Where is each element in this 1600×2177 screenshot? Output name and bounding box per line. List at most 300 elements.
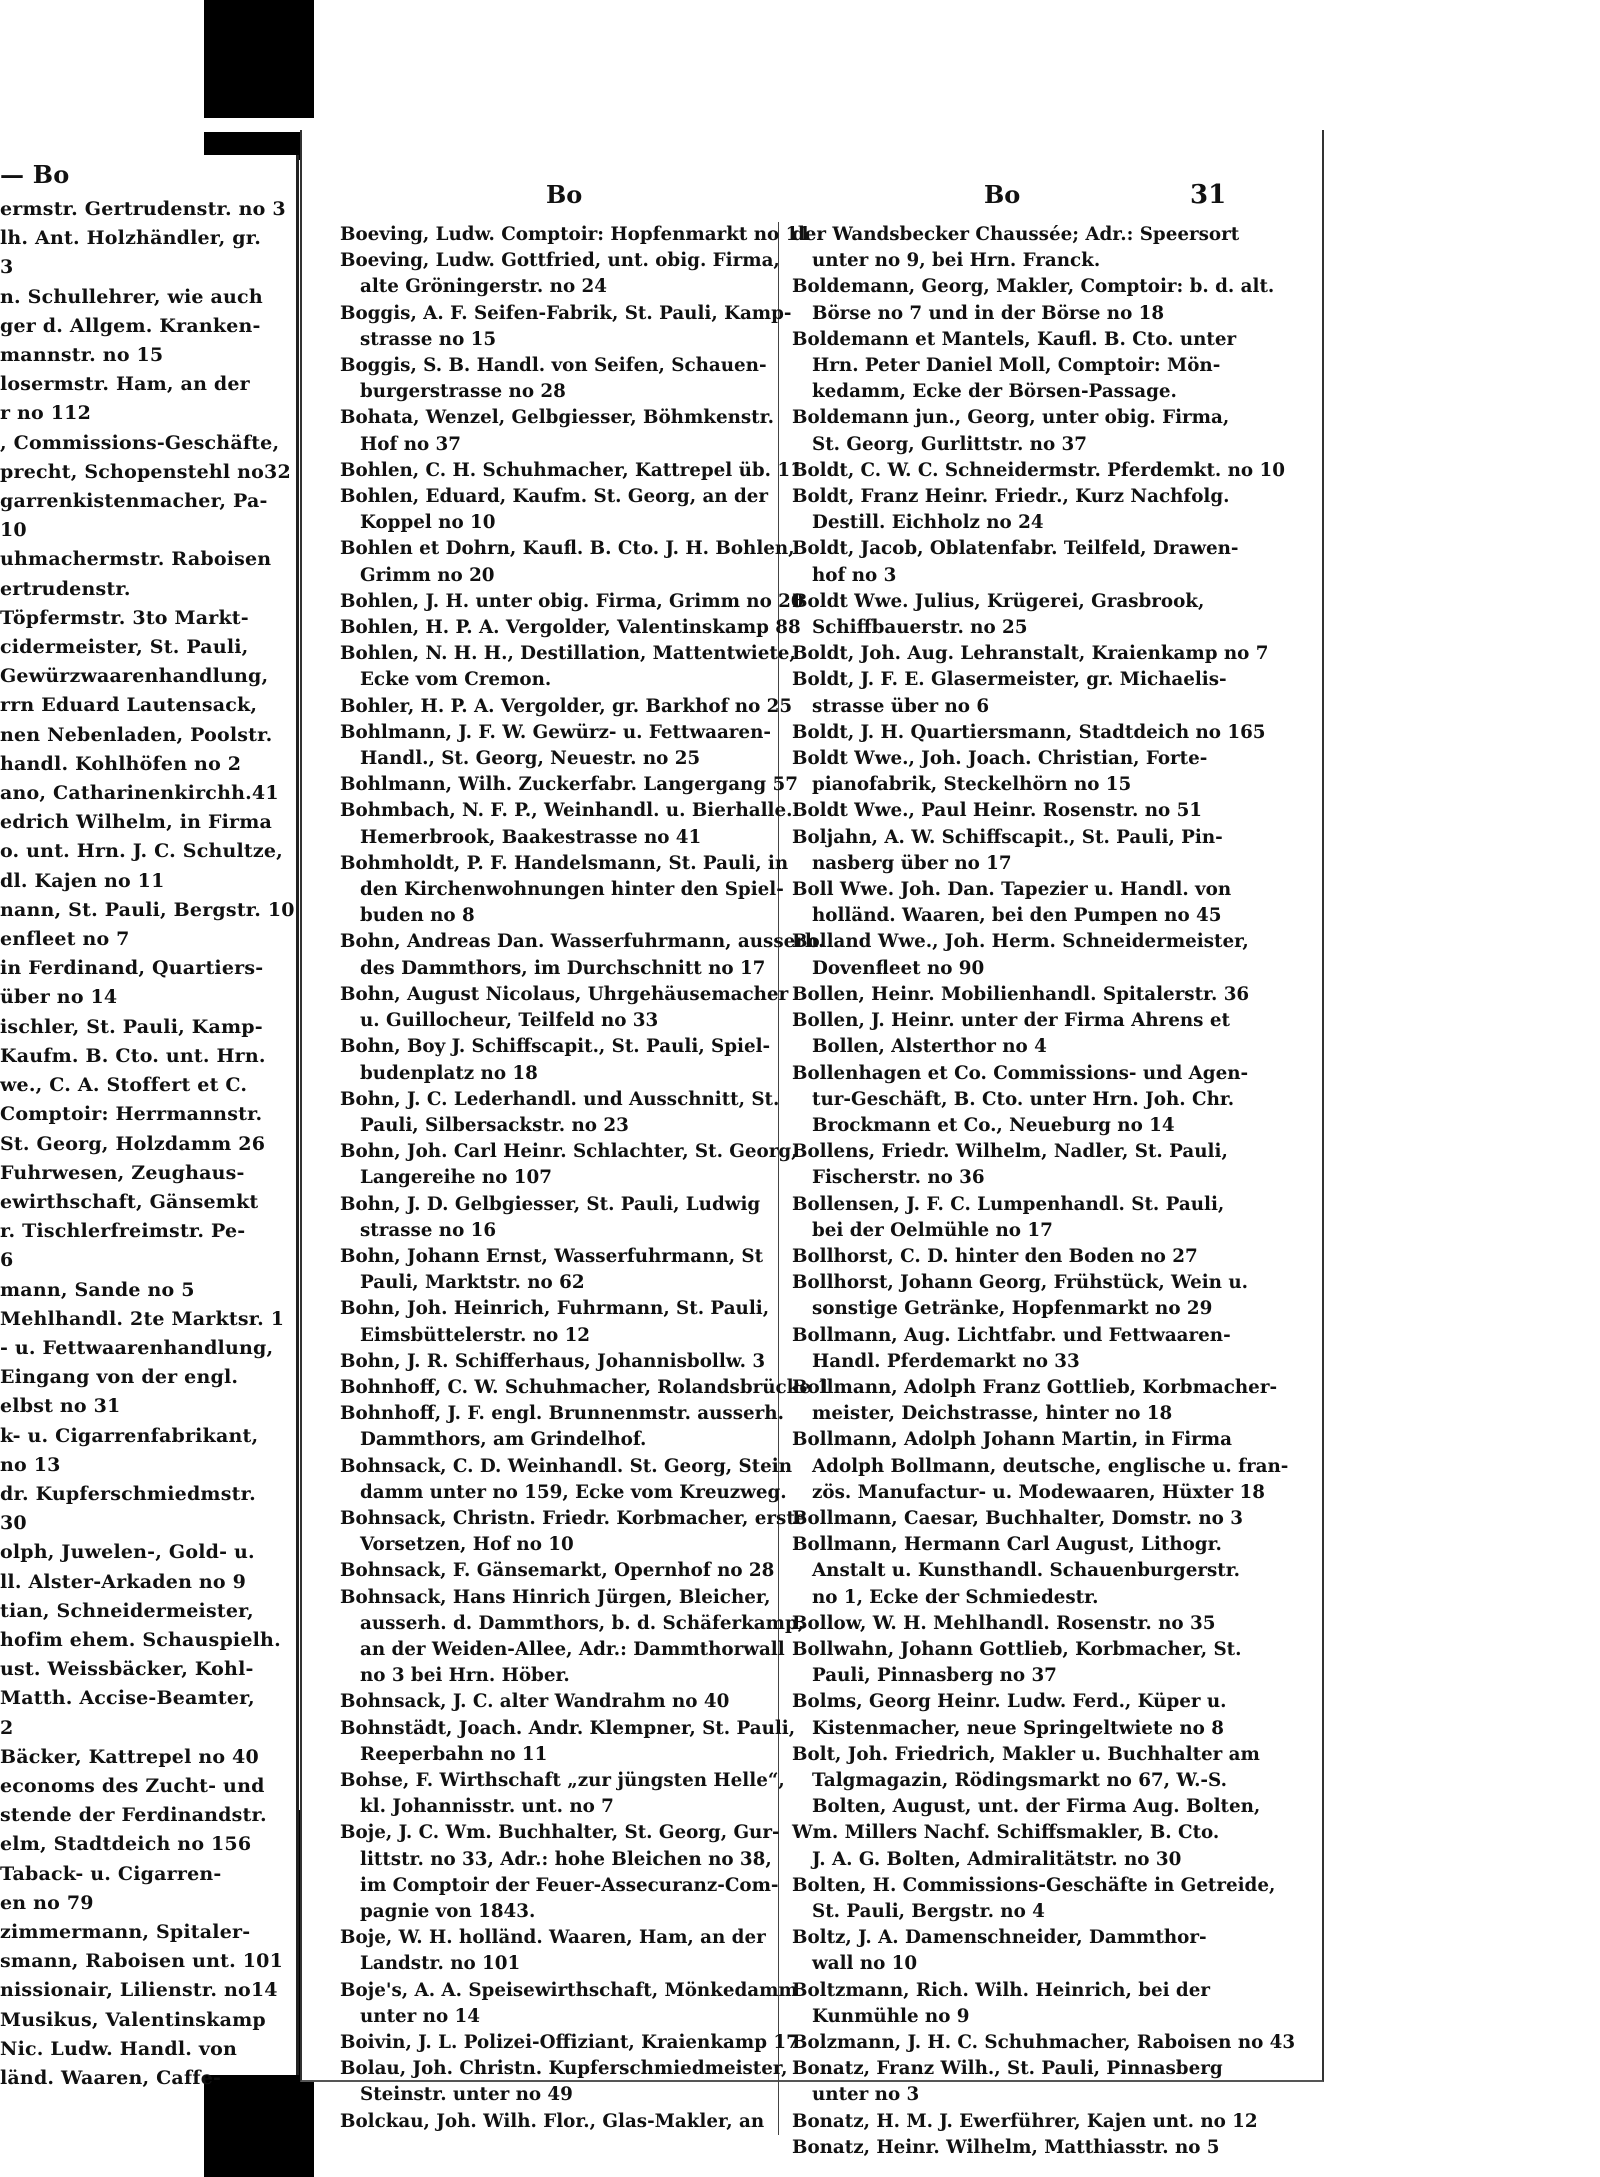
directory-entry [340, 2056, 788, 2108]
entry-continuation-line: Landstr. no 101 [360, 1953, 521, 1975]
entry-line: Bohn, J. R. Schifferhaus, Johannisbollw. 3 [340, 1350, 766, 1372]
left-page-line: r no 112 [0, 402, 91, 425]
left-page-line: ewirthschaft, Gänsemkt [0, 1190, 259, 1213]
directory-entry [792, 1008, 1230, 1060]
entry-line: Bohnsack, Hans Hinrich Jürgen, Bleicher, [340, 1586, 771, 1608]
directory-entry [340, 301, 792, 353]
directory-entry [340, 1349, 772, 1375]
entry-line: Bollhorst, Johann Georg, Frühstück, Wein u. [792, 1272, 1248, 1294]
directory-entry [340, 615, 801, 641]
directory-entry [792, 1689, 1227, 1741]
left-page-line: n. Schullehrer, wie auch [0, 285, 263, 308]
entry-line: Bohnhoff, J. F. engl. Brunnenmstr. ausserh. [340, 1403, 784, 1425]
left-page-line: Eingang von der engl. [0, 1366, 239, 1389]
entry-line: Bohn, Andreas Dan. Wasserfuhrmann, ausserh. [340, 931, 825, 953]
entry-continuation-line: zös. Manufactur- u. Modewaaren, Hüxter 18 [812, 1481, 1265, 1503]
entry-continuation-line: des Dammthors, im Durchschnitt no 17 [360, 957, 766, 979]
directory-entry [792, 1323, 1231, 1375]
directory-entry [340, 641, 796, 693]
left-page-line: stende der Ferdinandstr. [0, 1804, 267, 1827]
entry-continuation-line: kl. Johannisstr. unt. no 7 [360, 1796, 614, 1818]
left-page-line: o. unt. Hrn. J. C. Schultze, [0, 840, 283, 863]
entry-line: Boldt Wwe. Julius, Krügerei, Grasbrook, [792, 590, 1205, 612]
entry-line: Boll Wwe. Joh. Dan. Tapezier u. Handl. von [792, 879, 1232, 901]
entry-line: Bolau, Joh. Christn. Kupferschmiedmeister, [340, 2058, 788, 2080]
left-page-line: 3 [0, 256, 14, 279]
directory-entry [340, 589, 804, 615]
entry-continuation-line: damm unter no 159, Ecke vom Kreuzweg. [360, 1481, 787, 1503]
left-page-line: hofim ehem. Schauspielh. [0, 1628, 281, 1651]
directory-entry [792, 641, 1269, 667]
left-page-line: Fuhrwesen, Zeughaus- [0, 1161, 245, 1184]
entry-continuation-line: holländ. Waaren, bei den Pumpen no 45 [812, 905, 1222, 927]
left-page-line: ermstr. Gertrudenstr. no 3 [0, 198, 286, 220]
entry-continuation-line: Dammthors, am Grindelhof. [360, 1429, 647, 1451]
directory-entry [340, 248, 780, 300]
directory-entry [340, 1192, 772, 1244]
left-page-lines [0, 195, 296, 2093]
entry-continuation-line: Destill. Eichholz no 24 [812, 512, 1044, 534]
directory-entry [792, 327, 1237, 406]
directory-entry [340, 2030, 799, 2056]
left-page-line: 2 [0, 1716, 14, 1739]
left-page-line: 30 [0, 1512, 27, 1535]
entry-continuation-line: unter no 14 [360, 2005, 480, 2027]
left-page-header: — Bo [0, 160, 70, 189]
entry-continuation-line: no 3 bei Hrn. Höber. [360, 1665, 570, 1687]
entry-continuation-line: ausserh. d. Dammthors, b. d. Schäferkamp, [360, 1612, 805, 1634]
entry-continuation-line: Vorsetzen, Hof no 10 [360, 1534, 574, 1556]
left-page-line: k- u. Cigarrenfabrikant, [0, 1424, 259, 1447]
directory-entry [340, 484, 772, 536]
left-page-line: Comptoir: Herrmannstr. [0, 1103, 263, 1126]
directory-entry [792, 274, 1275, 326]
left-page-line: cidermeister, St. Pauli, [0, 636, 249, 659]
directory-entry [792, 1925, 1224, 1977]
entry-line: Boje's, A. A. Speisewirthschaft, Mönkedamm [340, 1979, 798, 2001]
entry-line: Boldt, Joh. Aug. Lehranstalt, Kraienkamp no 7 [792, 643, 1269, 665]
entry-line: Bohn, J. C. Lederhandl. und Ausschnitt, St. [340, 1088, 780, 1110]
directory-entry [792, 1139, 1228, 1191]
left-page-line: Musikus, Valentinskamp [0, 2008, 266, 2031]
entry-continuation-line: unter no 9, bei Hrn. Franck. [812, 250, 1101, 272]
directory-entry [340, 720, 772, 772]
directory-column-right [792, 222, 1296, 2161]
binding-gap [204, 118, 314, 132]
entry-line: Bohn, Boy J. Schiffscapit., St. Pauli, Spiel- [340, 1036, 771, 1058]
directory-entry [792, 1742, 1261, 1821]
entry-line: Bollwahn, Johann Gottlieb, Korbmacher, St. [792, 1638, 1242, 1660]
directory-entry [340, 405, 772, 457]
directory-entry [792, 1270, 1248, 1322]
entry-line: Bohnstädt, Joach. Andr. Klempner, St. Pauli, [340, 1717, 796, 1739]
left-page-line: zimmermann, Spitaler- [0, 1920, 251, 1943]
entry-continuation-line: Koppel no 10 [360, 512, 496, 534]
entry-continuation-line: littstr. no 33, Adr.: hohe Bleichen no 38, [360, 1848, 772, 1870]
entry-continuation-line: strasse no 15 [360, 328, 497, 350]
left-page-line: en no 79 [0, 1891, 94, 1914]
directory-entry [340, 1689, 772, 1715]
directory-entry [340, 222, 812, 248]
entry-continuation-line: nasberg über no 17 [812, 852, 1012, 874]
entry-continuation-line: no 1, Ecke der Schmiedestr. [812, 1586, 1099, 1608]
left-page-line: nissionair, Lilienstr. no14 [0, 1979, 278, 2002]
entry-line: Boldemann et Mantels, Kaufl. B. Cto. unter [792, 328, 1237, 350]
entry-continuation-line: budenplatz no 18 [360, 1062, 538, 1084]
entry-line: Boldemann, Georg, Makler, Comptoir: b. d. alt. [792, 276, 1275, 298]
entry-continuation-line: Handl., St. Georg, Neuestr. no 25 [360, 748, 701, 770]
entry-continuation-line: Fischerstr. no 36 [812, 1167, 985, 1189]
entry-line: Bohn, Johann Ernst, Wasserfuhrmann, St [340, 1245, 764, 1267]
left-page-line: ust. Weissbäcker, Kohl- [0, 1658, 254, 1681]
left-page-line: mannstr. no 15 [0, 344, 164, 367]
directory-entry [792, 536, 1239, 588]
directory-entry [792, 1375, 1278, 1427]
entry-continuation-line: Pauli, Pinnasberg no 37 [812, 1665, 1057, 1687]
entry-line: Bolland Wwe., Joh. Herm. Schneidermeister, [792, 931, 1249, 953]
entry-line: Bohlmann, J. F. W. Gewürz- u. Fettwaaren- [340, 721, 771, 743]
directory-entry [792, 1611, 1224, 1637]
directory-entry [792, 667, 1227, 719]
directory-entry [792, 1637, 1242, 1689]
left-page-line: nann, St. Pauli, Bergstr. 10 [0, 898, 295, 921]
directory-entry [792, 746, 1224, 798]
entry-line: Bollmann, Adolph Johann Martin, in Firma [792, 1429, 1232, 1451]
entry-continuation-line: Grimm no 20 [360, 564, 495, 586]
entry-line: Boje, W. H. holländ. Waaren, Ham, an der [340, 1927, 766, 1949]
entry-continuation-line: Kunmühle no 9 [812, 2005, 970, 2027]
left-page-line: handl. Kohlhöfen no 2 [0, 752, 242, 775]
entry-continuation-line: unter no 3 [812, 2084, 920, 2106]
left-page-line: - u. Fettwaarenhandlung, [0, 1336, 274, 1359]
left-page-line: Taback- u. Cigarren- [0, 1862, 222, 1885]
entry-line: Bollmann, Aug. Lichtfabr. und Fettwaaren- [792, 1324, 1231, 1346]
left-page-line: mann, Sande no 5 [0, 1278, 195, 1301]
left-page-line: precht, Schopenstehl no32 [0, 460, 291, 483]
directory-entry [792, 1506, 1243, 1532]
entry-continuation-line: alte Gröningerstr. no 24 [360, 276, 607, 298]
directory-entry [792, 222, 1240, 274]
directory-entry [792, 589, 1224, 641]
entry-line: Bohn, August Nicolaus, Uhrgehäusemacher [340, 983, 789, 1005]
entry-continuation-line: an der Weiden-Allee, Adr.: Dammthorwall [360, 1638, 785, 1660]
entry-line: Bolckau, Joh. Wilh. Flor., Glas-Makler, an [340, 2110, 765, 2132]
entry-line: Boldt, Jacob, Oblatenfabr. Teilfeld, Drawen- [792, 538, 1239, 560]
entry-continuation-line: Handl. Pferdemarkt no 33 [812, 1350, 1080, 1372]
entry-continuation-line: Reeperbahn no 11 [360, 1743, 548, 1765]
directory-entry [340, 1454, 793, 1506]
directory-entry [340, 1296, 772, 1348]
left-page-line: Kaufm. B. Cto. unt. Hrn. [0, 1044, 266, 1067]
left-page-line: edrich Wilhelm, in Firma [0, 811, 273, 834]
entry-continuation-line: Schiffbauerstr. no 25 [812, 617, 1028, 639]
directory-entry [340, 458, 803, 484]
entry-line: Bohata, Wenzel, Gelbgiesser, Böhmkenstr. [340, 407, 774, 429]
entry-line: Boljahn, A. W. Schiffscapit., St. Pauli, Pin- [792, 826, 1223, 848]
page-header [302, 180, 1322, 220]
entry-line: Bohlen, H. P. A. Vergolder, Valentinskamp 88 [340, 617, 801, 639]
entry-continuation-line: Eimsbüttelerstr. no 12 [360, 1324, 591, 1346]
entry-line: Bolt, Joh. Friedrich, Makler u. Buchhalter am [792, 1743, 1260, 1765]
directory-entry [340, 929, 825, 981]
left-page-line: Gewürzwaarenhandlung, [0, 665, 269, 688]
entry-continuation-line: Bolten, August, unt. der Firma Aug. Bolten, [812, 1796, 1261, 1818]
entry-line: Bollens, Friedr. Wilhelm, Nadler, St. Pauli, [792, 1141, 1228, 1163]
entry-line: Boldt, J. H. Quartiersmann, Stadtdeich no 165 [792, 721, 1266, 743]
entry-line: Bonatz, Franz Wilh., St. Pauli, Pinnasberg [792, 2058, 1223, 2080]
entry-line: Bollmann, Caesar, Buchhalter, Domstr. no 3 [792, 1507, 1243, 1529]
entry-line: Bohlen, Eduard, Kaufm. St. Georg, an der [340, 486, 768, 508]
entry-line: Bohn, Joh. Carl Heinr. Schlachter, St. Georg, [340, 1141, 798, 1163]
left-page-line: Töpfermstr. 3to Markt- [0, 606, 249, 629]
directory-entry [340, 694, 793, 720]
left-page-line: 10 [0, 519, 27, 542]
directory-entry [792, 1192, 1224, 1244]
entry-continuation-line: Pauli, Silbersackstr. no 23 [360, 1114, 629, 1136]
entry-line: Boltzmann, Rich. Wilh. Heinrich, bei der [792, 1979, 1210, 2001]
entry-continuation-line: tur-Geschäft, B. Cto. unter Hrn. Joh. Chr. [812, 1088, 1235, 1110]
left-page-line: lh. Ant. Holzhändler, gr. [0, 227, 262, 250]
directory-entry [340, 772, 798, 798]
header-left-abbrev: Bo [546, 180, 583, 209]
left-page-line: ertrudenstr. [0, 577, 131, 600]
entry-line: Boldemann jun., Georg, unter obig. Firma, [792, 407, 1230, 429]
entry-continuation-line: Talgmagazin, Rödingsmarkt no 67, W.-S. [812, 1769, 1227, 1791]
entry-line: Bohn, Joh. Heinrich, Fuhrmann, St. Pauli, [340, 1298, 770, 1320]
directory-entry [792, 1427, 1289, 1506]
entry-line: Boldt, C. W. C. Schneidermstr. Pferdemkt. no 10 [792, 459, 1285, 481]
entry-continuation-line: Börse no 7 und in der Börse no 18 [812, 302, 1165, 324]
left-page-line: Bäcker, Kattrepel no 40 [0, 1745, 259, 1768]
directory-entry [792, 458, 1285, 484]
directory-entry [792, 2030, 1296, 2056]
entry-continuation-line: sonstige Getränke, Hopfenmarkt no 29 [812, 1298, 1213, 1320]
left-page-line: rrn Eduard Lautensack, [0, 694, 258, 717]
left-page-line: dr. Kupferschmiedmstr. [0, 1482, 256, 1505]
directory-entry [340, 536, 795, 588]
entry-continuation-line: J. A. G. Bolten, Admiralitätstr. no 30 [812, 1848, 1182, 1870]
entry-line: Wm. Millers Nachf. Schiffsmakler, B. Cto. [792, 1822, 1220, 1844]
entry-continuation-line: Hrn. Peter Daniel Moll, Comptoir: Mön- [812, 355, 1221, 377]
entry-line: Bohnsack, C. D. Weinhandl. St. Georg, Stein [340, 1455, 793, 1477]
entry-continuation-line: im Comptoir der Feuer-Assecuranz-Com- [360, 1874, 779, 1896]
entry-continuation-line: St. Georg, Gurlittstr. no 37 [812, 433, 1087, 455]
entry-line: Bohmholdt, P. F. Handelsmann, St. Pauli, in [340, 852, 789, 874]
entry-line: Bohn, J. D. Gelbgiesser, St. Pauli, Ludwig [340, 1193, 761, 1215]
entry-continuation-line: pagnie von 1843. [360, 1901, 536, 1922]
entry-continuation-line: Anstalt u. Kunsthandl. Schauenburgerstr. [812, 1560, 1241, 1582]
entry-line: der Wandsbecker Chaussée; Adr.: Speersort [792, 224, 1240, 245]
entry-line: Boeving, Ludw. Comptoir: Hopfenmarkt no 11 [340, 224, 812, 245]
left-page-line: ischler, St. Pauli, Kamp- [0, 1015, 263, 1038]
entry-continuation-line: strasse no 16 [360, 1219, 497, 1241]
directory-entry [340, 1375, 831, 1401]
left-page-line: ll. Alster-Arkaden no 9 [0, 1570, 247, 1593]
directory-entry [792, 720, 1266, 746]
entry-line: Boivin, J. L. Polizei-Offiziant, Kraienkamp 17 [340, 2032, 799, 2054]
directory-entry [340, 1585, 805, 1690]
left-page-line: nen Nebenladen, Poolstr. [0, 723, 273, 746]
entry-continuation-line: Hof no 37 [360, 433, 461, 455]
entry-continuation-line: wall no 10 [812, 1953, 918, 1975]
entry-line: Boldt, J. F. E. Glasermeister, gr. Michaelis- [792, 669, 1227, 691]
left-page-line: dl. Kajen no 11 [0, 869, 165, 892]
entry-continuation-line: Steinstr. unter no 49 [360, 2084, 573, 2106]
entry-line: Bolms, Georg Heinr. Ludw. Ferd., Küper u. [792, 1691, 1227, 1713]
left-page-line: Nic. Ludw. Handl. von [0, 2037, 238, 2060]
directory-entry [792, 1532, 1241, 1611]
entry-line: Bollow, W. H. Mehlhandl. Rosenstr. no 35 [792, 1612, 1216, 1634]
entry-line: Boltz, J. A. Damenschneider, Dammthor- [792, 1927, 1207, 1949]
entry-line: Bohlen, J. H. unter obig. Firma, Grimm no 20 [340, 590, 804, 612]
directory-entry [792, 2056, 1224, 2108]
directory-entry [340, 1820, 780, 1925]
directory-entry [792, 877, 1232, 929]
directory-entry [792, 1873, 1276, 1925]
directory-entry [792, 405, 1230, 457]
entry-line: Bohlen, N. H. H., Destillation, Mattentwiete, [340, 643, 796, 665]
right-page [300, 130, 1324, 2158]
directory-entry [340, 353, 772, 405]
entry-line: Bolten, H. Commissions-Geschäfte in Getreide, [792, 1874, 1276, 1896]
entry-line: Bohnhoff, C. W. Schuhmacher, Rolandsbrücke 1 [340, 1376, 831, 1398]
left-page-line: tian, Schneidermeister, [0, 1599, 254, 1622]
entry-line: Bonatz, Heinr. Wilhelm, Matthiasstr. no 5 [792, 2136, 1220, 2158]
entry-continuation-line: u. Guillocheur, Teilfeld no 33 [360, 1010, 659, 1032]
entry-line: Boldt Wwe., Joh. Joach. Christian, Forte- [792, 748, 1208, 770]
left-page-line: Mehlhandl. 2te Marktsr. 1 [0, 1307, 285, 1330]
entry-line: Boldt, Franz Heinr. Friedr., Kurz Nachfolg. [792, 486, 1230, 508]
left-page-line: ano, Catharinenkirchh.41 [0, 782, 279, 805]
entry-continuation-line: meister, Deichstrasse, hinter no 18 [812, 1403, 1173, 1425]
entry-line: Bohler, H. P. A. Vergolder, gr. Barkhof no 25 [340, 695, 793, 717]
directory-entry [340, 2109, 772, 2135]
directory-entry [340, 1034, 772, 1086]
entry-line: Bollenhagen et Co. Commissions- und Agen- [792, 1062, 1249, 1084]
directory-entry [792, 484, 1230, 536]
entry-continuation-line: pianofabrik, Steckelhörn no 15 [812, 774, 1132, 796]
entry-continuation-line: Brockmann et Co., Neueburg no 14 [812, 1114, 1175, 1136]
entry-line: Bohnsack, Christn. Friedr. Korbmacher, erste [340, 1507, 807, 1529]
directory-entry [792, 1061, 1249, 1140]
entry-continuation-line: kedamm, Ecke der Börsen-Passage. [812, 381, 1177, 403]
entry-continuation-line: bei der Oelmühle no 17 [812, 1219, 1053, 1241]
directory-entry [792, 1978, 1224, 2030]
entry-line: Bohse, F. Wirthschaft „zur jüngsten Helle“, [340, 1769, 785, 1791]
left-page-line: uhmachermstr. Raboisen [0, 548, 272, 571]
left-page-line: enfleet no 7 [0, 928, 130, 951]
entry-line: Bollmann, Hermann Carl August, Lithogr. [792, 1534, 1222, 1556]
entry-line: Bohlen, C. H. Schuhmacher, Kattrepel üb. 11 [340, 459, 803, 481]
entry-line: Bohlen et Dohrn, Kaufl. B. Cto. J. H. Bohlen, [340, 538, 795, 560]
left-page-line: Matth. Accise-Beamter, [0, 1687, 255, 1710]
directory-entry [792, 929, 1249, 981]
directory-entry [792, 798, 1224, 824]
directory-column-left [340, 222, 831, 2135]
entry-continuation-line: den Kirchenwohnungen hinter den Spiel- [360, 879, 784, 901]
directory-entry [340, 1558, 775, 1584]
left-page-line: St. Georg, Holzdamm 26 [0, 1132, 266, 1155]
entry-line: Bohlmann, Wilh. Zuckerfabr. Langergang 57 [340, 774, 798, 796]
page-number: 31 [1190, 180, 1227, 210]
left-page-line: smann, Raboisen unt. 101 [0, 1950, 283, 1973]
directory-entry [340, 1506, 807, 1558]
left-page-line: über no 14 [0, 986, 118, 1009]
directory-entry [340, 851, 789, 930]
entry-continuation-line: Kistenmacher, neue Springeltwiete no 8 [812, 1717, 1224, 1739]
left-page-line: r. Tischlerfreimstr. Pe- [0, 1220, 246, 1243]
left-page-line: länd. Waaren, Caffe- [0, 2067, 222, 2089]
entry-continuation-line: Hemerbrook, Baakestrasse no 41 [360, 826, 702, 848]
entry-line: Bohnsack, F. Gänsemarkt, Opernhof no 28 [340, 1560, 775, 1582]
left-page-line: elm, Stadtdeich no 156 [0, 1833, 252, 1856]
directory-entry [340, 1087, 780, 1139]
directory-entry [340, 1768, 785, 1820]
entry-line: Boje, J. C. Wm. Buchhalter, St. Georg, Gur- [340, 1822, 780, 1844]
left-page-line: economs des Zucht- und [0, 1774, 265, 1797]
entry-continuation-line: Adolph Bollmann, deutsche, englische u. fran- [812, 1455, 1289, 1477]
left-page-line: garrenkistenmacher, Pa- [0, 490, 268, 513]
entry-continuation-line: Bollen, Alsterthor no 4 [812, 1036, 1047, 1058]
directory-entry [792, 2135, 1224, 2161]
entry-line: Bolzmann, J. H. C. Schuhmacher, Raboisen no 43 [792, 2032, 1296, 2054]
entry-line: Bollmann, Adolph Franz Gottlieb, Korbmacher- [792, 1376, 1278, 1398]
directory-entry [340, 1244, 772, 1296]
directory-entry [340, 1978, 798, 2030]
left-page [0, 155, 299, 2089]
directory-entry [340, 1401, 784, 1453]
directory-entry [340, 1925, 772, 1977]
directory-entry [792, 2109, 1258, 2135]
entry-continuation-line: St. Pauli, Bergstr. no 4 [812, 1901, 1045, 1922]
entry-continuation-line: burgerstrasse no 28 [360, 381, 566, 403]
directory-entry [340, 1139, 798, 1191]
header-right-abbrev: Bo [984, 180, 1021, 209]
left-page-line: 6 [0, 1249, 14, 1272]
entry-continuation-line: Ecke vom Cremon. [360, 669, 552, 691]
directory-entry [792, 982, 1250, 1008]
left-page-line: ger d. Allgem. Kranken- [0, 314, 261, 337]
entry-line: Bohnsack, J. C. alter Wandrahm no 40 [340, 1691, 730, 1713]
directory-entry [792, 1820, 1224, 1872]
entry-line: Boggis, S. B. Handl. von Seifen, Schauen- [340, 355, 767, 377]
directory-entry [792, 825, 1224, 877]
entry-continuation-line: Langereihe no 107 [360, 1167, 552, 1189]
left-page-line: losermstr. Ham, an der [0, 373, 250, 396]
entry-line: Bonatz, H. M. J. Ewerführer, Kajen unt. no 12 [792, 2110, 1258, 2132]
entry-line: Boeving, Ludw. Gottfried, unt. obig. Firma, [340, 250, 780, 272]
entry-continuation-line: strasse über no 6 [812, 695, 990, 717]
entry-line: Boldt Wwe., Paul Heinr. Rosenstr. no 51 [792, 800, 1203, 822]
entry-continuation-line: buden no 8 [360, 905, 475, 927]
entry-line: Bollhorst, C. D. hinter den Boden no 27 [792, 1245, 1198, 1267]
left-page-line: elbst no 31 [0, 1395, 121, 1418]
entry-line: Bollen, J. Heinr. unter der Firma Ahrens et [792, 1010, 1230, 1032]
entry-line: Bohmbach, N. F. P., Weinhandl. u. Bierhalle. [340, 800, 793, 822]
entry-continuation-line: Pauli, Marktstr. no 62 [360, 1272, 585, 1294]
directory-entry [340, 982, 789, 1034]
directory-entry [340, 1716, 796, 1768]
left-page-line: olph, Juwelen-, Gold- u. [0, 1541, 255, 1564]
left-page-line: in Ferdinand, Quartiers- [0, 957, 264, 980]
entry-continuation-line: Dovenfleet no 90 [812, 957, 985, 979]
left-page-line: no 13 [0, 1453, 61, 1476]
entry-continuation-line: hof no 3 [812, 564, 897, 586]
directory-entry [792, 1244, 1224, 1270]
entry-line: Bollensen, J. F. C. Lumpenhandl. St. Pauli, [792, 1193, 1225, 1215]
entry-line: Boggis, A. F. Seifen-Fabrik, St. Pauli, Kamp- [340, 302, 792, 324]
left-page-line: we., C. A. Stoffert et C. [0, 1074, 248, 1097]
